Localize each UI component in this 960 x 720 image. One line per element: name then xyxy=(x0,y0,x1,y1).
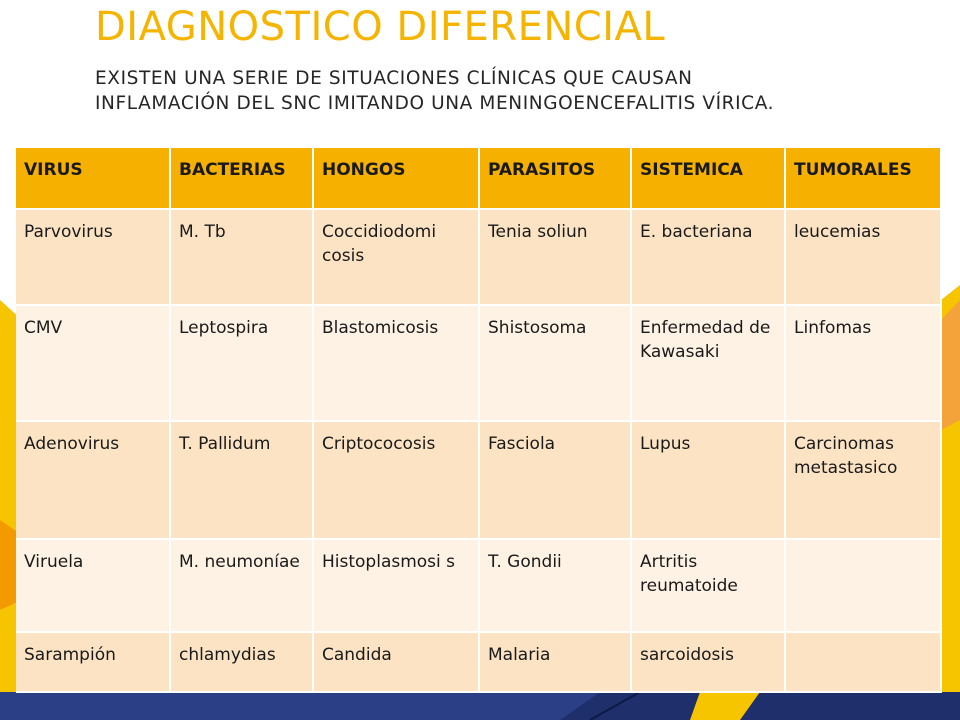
header-bacterias: BACTERIAS xyxy=(170,148,313,209)
table-cell: Coccidiodomi cosis xyxy=(313,209,479,305)
header-virus: VIRUS xyxy=(16,148,170,209)
table-cell: Artritis reumatoide xyxy=(631,539,785,632)
header-hongos: HONGOS xyxy=(313,148,479,209)
table-cell: Shistosoma xyxy=(479,305,631,421)
table-cell: M. Tb xyxy=(170,209,313,305)
header-tumorales: TUMORALES xyxy=(785,148,941,209)
table-cell: Histoplasmosi s xyxy=(313,539,479,632)
table-cell: Carcinomas metastasico xyxy=(785,421,941,539)
table-cell: Lupus xyxy=(631,421,785,539)
table-cell: Linfomas xyxy=(785,305,941,421)
table-cell: Enfermedad de Kawasaki xyxy=(631,305,785,421)
table-cell: Fasciola xyxy=(479,421,631,539)
table-cell: Adenovirus xyxy=(16,421,170,539)
slide-title: DIAGNOSTICO DIFERENCIAL xyxy=(95,4,666,50)
table-cell: sarcoidosis xyxy=(631,632,785,692)
table-cell xyxy=(785,539,941,632)
bottom-blue-light xyxy=(0,692,600,720)
table-row xyxy=(16,539,941,632)
header-sistemica: SISTEMICA xyxy=(631,148,785,209)
table-cell: Blastomicosis xyxy=(313,305,479,421)
table-cell: Tenia soliun xyxy=(479,209,631,305)
table-header-row xyxy=(16,148,941,209)
table-cell: Leptospira xyxy=(170,305,313,421)
table-row xyxy=(16,209,941,305)
table-cell: Sarampión xyxy=(16,632,170,692)
table-cell: E. bacteriana xyxy=(631,209,785,305)
table-cell: chlamydias xyxy=(170,632,313,692)
slide-subtitle: EXISTEN UNA SERIE DE SITUACIONES CLÍNICAS QUE CAUSAN INFLAMACIÓN DEL SNC IMITANDO UNA MENINGOENCEFALITIS VÍRICA. xyxy=(95,68,775,114)
table-cell: M. neumoníae xyxy=(170,539,313,632)
header-parasitos: PARASITOS xyxy=(479,148,631,209)
table-row xyxy=(16,421,941,539)
table-cell: Candida xyxy=(313,632,479,692)
table-cell: leucemias xyxy=(785,209,941,305)
table-row xyxy=(16,632,941,692)
table-cell: Parvovirus xyxy=(16,209,170,305)
table-cell: Malaria xyxy=(479,632,631,692)
table-cell: Criptococosis xyxy=(313,421,479,539)
table-cell: T. Pallidum xyxy=(170,421,313,539)
table-cell: T. Gondii xyxy=(479,539,631,632)
table-cell: Viruela xyxy=(16,539,170,632)
table-cell: CMV xyxy=(16,305,170,421)
table-row xyxy=(16,305,941,421)
table-cell xyxy=(785,632,941,692)
diagnosis-table xyxy=(16,148,942,693)
right-orange-shape xyxy=(941,300,960,430)
